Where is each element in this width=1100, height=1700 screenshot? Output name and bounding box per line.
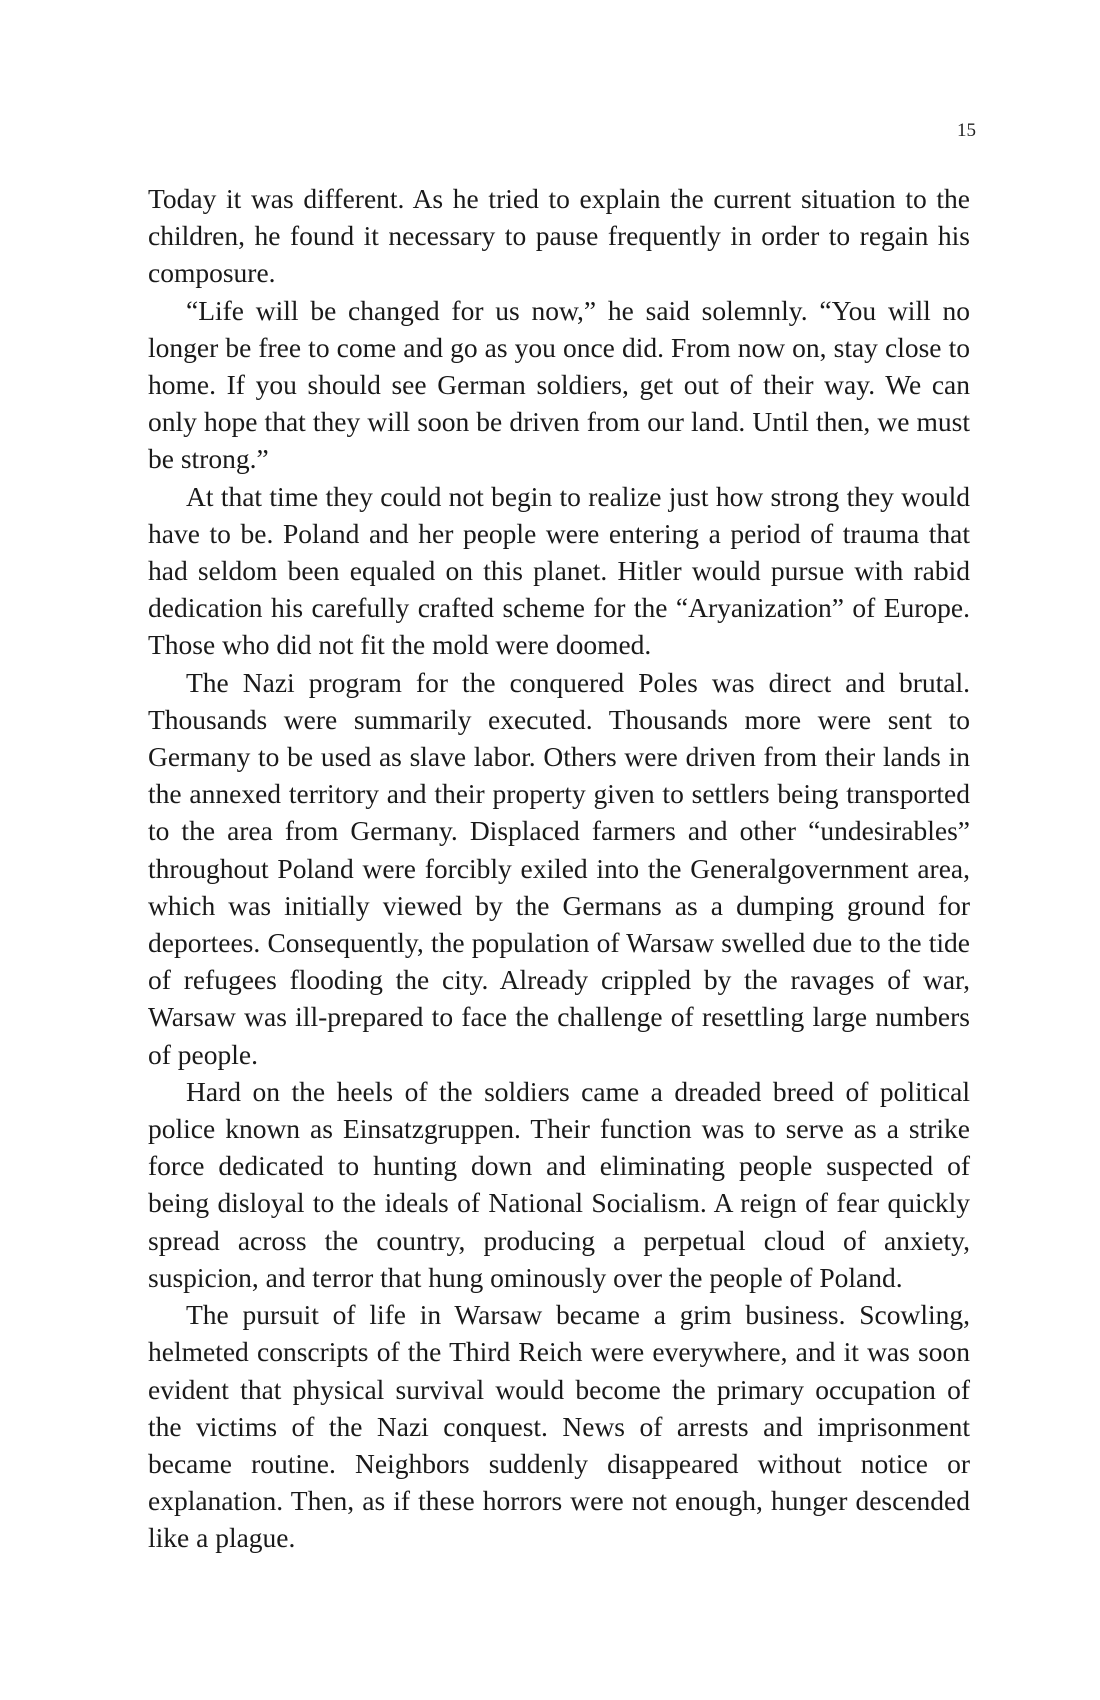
page-number: 15 [957, 120, 976, 141]
paragraph-1: Today it was different. As he tried to explain the current situation to the children, he found it necessary to pause frequently in order to regain his composure. [148, 183, 970, 289]
paragraph-2: “Life will be changed for us now,” he said solemnly. “You will no longer be free to come and go as you once did. From now on, stay close to home. If you should see German soldiers, get out of their way. We can only hope that they will soon be driven from our land. Until then, we must be strong.” [148, 294, 970, 475]
body-text [148, 180, 970, 1557]
paragraph-4: The Nazi program for the conquered Poles was direct and brutal. Thousands were summarily executed. Thousands more were sent to Germany to be used as slave labor. Others were driven from their lands in the annexed territory and their property given to settlers being transported to the area from Germany. Displaced farmers and other “undesirables” throughout Poland were forcibly exiled into the Generalgovernment area, which was initially viewed by the Germans as a dumping ground for deportees. Consequently, the population of Warsaw swelled due to the tide of refugees flooding the city. Already crippled by the ravages of war, Warsaw was ill-prepared to face the challenge of resettling large numbers of people. [148, 666, 970, 1070]
paragraph-5: Hard on the heels of the soldiers came a dreaded breed of political police known as Einsatzgruppen. Their function was to serve as a strike force dedicated to hunting down and eliminating people suspected of being disloyal to the ideals of National Socialism. A reign of fear quickly spread across the country, producing a perpetual cloud of anxiety, suspicion, and terror that hung ominously over the people of Poland. [148, 1075, 970, 1293]
paragraph-3: At that time they could not begin to realize just how strong they would have to be. Poland and her people were entering a period of trauma that had seldom been equaled on this planet. Hitler would pursue with rabid dedication his carefully crafted scheme for the “Aryanization” of Europe. Those who did not fit the mold were doomed. [148, 480, 970, 661]
paragraph-6: The pursuit of life in Warsaw became a grim business. Scowling, helmeted conscripts of the Third Reich were everywhere, and it was soon evident that physical survival would become the primary occupation of the victims of the Nazi conquest. News of arrests and imprisonment became routine. Neighbors suddenly disappeared without notice or explanation. Then, as if these horrors were not enough, hunger descended like a plague. [148, 1299, 970, 1554]
